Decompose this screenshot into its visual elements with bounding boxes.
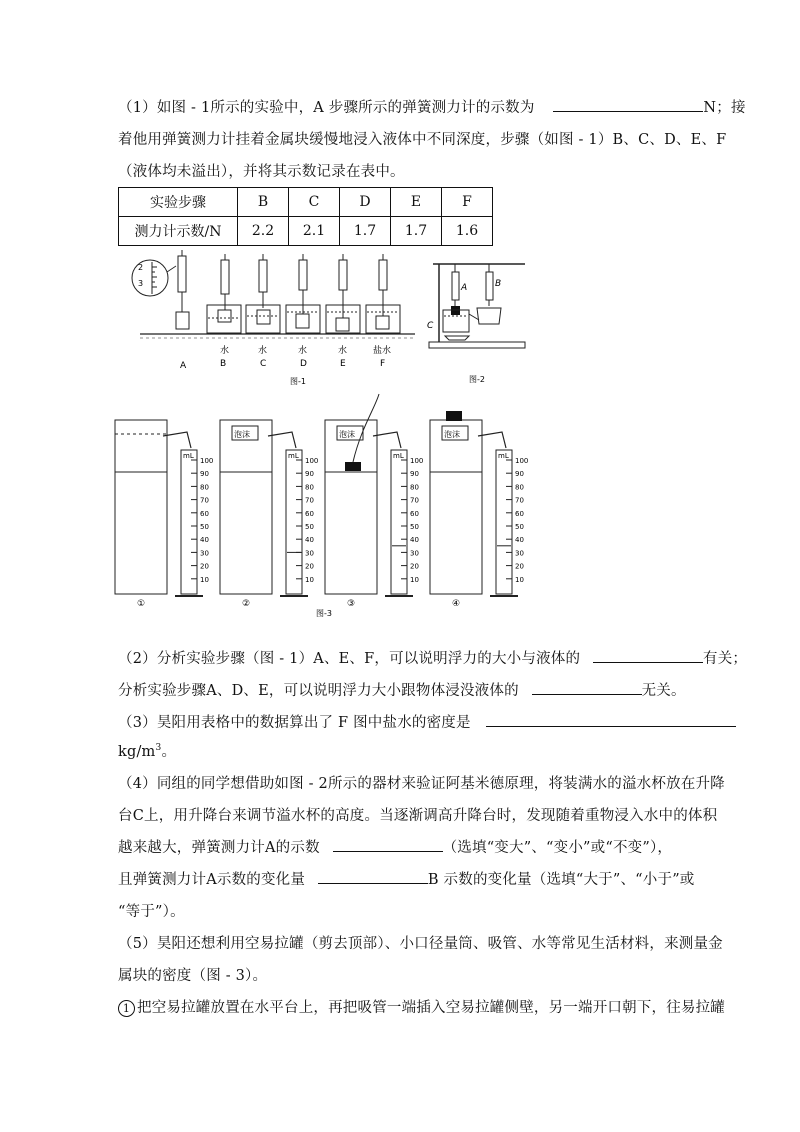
q3-text: （3）昊阳用表格中的数据算出了 F 图中盐水的密度是: [118, 715, 471, 731]
scale-label: 60: [515, 509, 524, 518]
scale-label: 20: [410, 562, 419, 571]
spring-scale-A: [452, 272, 459, 300]
figure-3-drawing: [110, 388, 540, 618]
scale-label: 70: [515, 496, 524, 505]
metal-block: [345, 462, 361, 471]
scale-label: 100: [515, 457, 529, 465]
scale-label: 20: [305, 562, 314, 571]
can-body: [115, 472, 167, 594]
unit-label: mL: [288, 452, 299, 460]
liquid-label: 水: [298, 346, 308, 356]
q3-line2: [118, 740, 176, 761]
figure-3: [110, 388, 540, 622]
q4-line2: 台C上，用升降台来调节溢水杯的高度。当逐渐调高升降台时，发现随着重物浸入水中的体积: [118, 808, 718, 824]
answer-blank-6[interactable]: [318, 869, 428, 884]
q1-line2: 着他用弹簧测力计挂着金属块缓慢地浸入液体中不同深度，步骤（如图 - 1）B、C、D、E、F: [118, 132, 727, 148]
scale-label: 50: [410, 523, 419, 531]
scale-label: 30: [200, 549, 209, 558]
table-cell: B: [238, 188, 289, 217]
q2-text-d: 无关。: [641, 683, 686, 699]
lift-platform: [445, 336, 469, 340]
step-label: B: [220, 359, 227, 369]
q5-line1: （5）昊阳还想利用空易拉罐（剪去顶部）、小口径量筒、吸管、水等常见生活材料，来测量金: [118, 936, 723, 952]
scale-label: 50: [305, 523, 314, 531]
panel-label: ①: [137, 599, 146, 609]
label-C: C: [427, 321, 434, 331]
liquid-label: 水: [220, 346, 230, 356]
q2-text-b: 有关；: [703, 651, 748, 667]
liquid-label: 水: [258, 346, 268, 356]
spring-scale-B: [486, 272, 493, 300]
scale-label: 80: [410, 483, 419, 492]
step-label: A: [180, 361, 187, 371]
scale-label: 100: [410, 457, 424, 465]
scale-label: 30: [515, 549, 524, 558]
scale-label: 60: [410, 509, 419, 518]
answer-blank-4[interactable]: [486, 712, 736, 727]
answer-blank-1[interactable]: [553, 97, 703, 112]
q3-unit-sup: 3: [155, 743, 162, 754]
scale-label: 30: [410, 549, 419, 558]
spring-scale-C: [246, 254, 280, 333]
table-cell: 2.1: [289, 217, 340, 246]
step-label: E: [340, 359, 346, 369]
liquid-label: 盐水: [373, 346, 392, 356]
scale-label: 10: [515, 575, 524, 584]
q1-text-b: N；接: [703, 100, 746, 116]
q1-line1: [118, 96, 746, 117]
scale-label: 80: [305, 483, 314, 492]
q5-line3: [118, 996, 725, 1017]
figure-2-drawing: [425, 250, 535, 390]
scale-label: 80: [515, 483, 524, 492]
q2-text-a: （2）分析实验步骤（图 - 1）A、E、F，可以说明浮力的大小与液体的: [118, 651, 581, 667]
table-header-row: [119, 188, 493, 217]
q4-line3: [118, 836, 672, 857]
scale-label: 70: [410, 496, 419, 505]
unit-label: mL: [498, 452, 509, 460]
base-plate: [429, 342, 525, 348]
figure-caption: 图-2: [469, 375, 485, 384]
spring-scale-F: [366, 254, 400, 333]
foam-label: 泡沫: [234, 430, 250, 439]
table-cell: E: [391, 188, 442, 217]
step-number-circle: 1: [118, 1000, 135, 1017]
label-A: A: [461, 283, 468, 293]
scale-label: 60: [200, 509, 209, 518]
scale-label: 90: [515, 470, 524, 479]
table-cell: 1.7: [391, 217, 442, 246]
panel-label: ③: [347, 599, 356, 609]
unit-label: mL: [393, 452, 404, 460]
spring-scale-B: [207, 254, 241, 333]
answer-blank-2[interactable]: [593, 648, 703, 663]
scale-label: 40: [410, 536, 419, 545]
can-body: [325, 472, 377, 594]
q4-line4: [118, 868, 695, 889]
table-cell: 1.7: [340, 217, 391, 246]
graduated-cylinder: [181, 450, 197, 594]
table-cell: 2.2: [238, 217, 289, 246]
unit-label: mL: [183, 452, 194, 460]
graduated-cylinder: [496, 450, 512, 594]
q4-text-d: B 示数的变化量（选填“大于”、“小于”或: [427, 872, 695, 888]
q5-step1-text: 把空易拉罐放置在水平台上，再把吸管一端插入空易拉罐侧壁，另一端开口朝下，往易拉罐: [137, 1000, 725, 1016]
figure-caption: 图-1: [290, 377, 306, 386]
scale-label: 100: [200, 457, 214, 465]
scale-label: 100: [305, 457, 319, 465]
scale-label: 50: [200, 523, 209, 531]
scale-label: 90: [200, 470, 209, 479]
graduated-cylinder: [286, 450, 302, 594]
q4-text-c: 且弹簧测力计A示数的变化量: [118, 872, 306, 888]
q3-line1: [118, 711, 736, 732]
figure-caption: 图-3: [316, 609, 332, 618]
step-label: C: [260, 359, 267, 369]
scale-label: 70: [200, 496, 209, 505]
q2-line1: [118, 647, 747, 668]
q5-line2: 属块的密度（图 - 3）。: [118, 968, 268, 984]
figure-1: [130, 250, 420, 394]
scale-label: 20: [515, 562, 524, 571]
small-cup: [477, 308, 501, 324]
liquid-label: 水: [338, 346, 348, 356]
spring-scale-D: [286, 254, 320, 333]
table-cell: C: [289, 188, 340, 217]
scale-label: 10: [305, 575, 314, 584]
scale-label: 2: [138, 263, 144, 272]
table-cell: 实验步骤: [119, 188, 238, 217]
spring-scale-E: [326, 254, 360, 333]
step-label: F: [380, 359, 386, 369]
step-label: D: [300, 359, 307, 369]
scale-label: 20: [200, 562, 209, 571]
scale-label: 80: [200, 483, 209, 492]
table-cell: 测力计示数/N: [119, 217, 238, 246]
panel-label: ②: [242, 599, 251, 609]
scale-label: 60: [305, 509, 314, 518]
q1-line3: （液体均未溢出），并将其示数记录在表中。: [118, 164, 405, 180]
figure-2: [425, 250, 535, 394]
figure-1-drawing: [130, 250, 420, 390]
q2-line2: [118, 679, 686, 700]
foam-label: 泡沫: [339, 430, 355, 439]
answer-blank-3[interactable]: [532, 680, 642, 695]
graduated-cylinder: [391, 450, 407, 594]
label-B: B: [495, 279, 502, 289]
q3-end: 。: [161, 744, 177, 760]
scale-label: 10: [410, 575, 419, 584]
panel-label: ④: [452, 599, 461, 609]
table-cell: 1.6: [442, 217, 493, 246]
q3-unit: kg/m: [118, 744, 156, 760]
metal-block: [176, 312, 189, 329]
scale-label: 40: [200, 536, 209, 545]
q1-text-a: （1）如图 - 1所示的实验中，A 步骤所示的弹簧测力计的示数为: [118, 100, 535, 116]
q4-text-a: 越来越大，弹簧测力计A的示数: [118, 840, 320, 856]
scale-label: 10: [200, 575, 209, 584]
metal-block: [446, 411, 462, 421]
measurement-table: [118, 187, 493, 246]
scale-label: 90: [410, 470, 419, 479]
scale-label: 50: [515, 523, 524, 531]
q4-line1: （4）同组的同学想借助如图 - 2所示的器材来验证阿基米德原理，将装满水的溢水杯放在升降: [118, 776, 725, 792]
table-cell: F: [442, 188, 493, 217]
q4-line5: “等于”）。: [118, 904, 185, 920]
scale-label: 70: [305, 496, 314, 505]
spring-scale-A: [176, 250, 189, 329]
can-top: [115, 420, 167, 472]
can-body: [220, 472, 272, 594]
q2-text-c: 分析实验步骤A、D、E，可以说明浮力大小跟物体浸没液体的: [118, 683, 519, 699]
scale-label: 3: [138, 279, 144, 288]
scale-label: 40: [305, 536, 314, 545]
scale-label: 30: [305, 549, 314, 558]
answer-blank-5[interactable]: [333, 837, 443, 852]
table-cell: D: [340, 188, 391, 217]
scale-label: 40: [515, 536, 524, 545]
foam-label: 泡沫: [444, 430, 460, 439]
can-body: [430, 472, 482, 594]
q4-text-b: （选填“变大”、“变小”或“不变”），: [442, 840, 673, 856]
scale-label: 90: [305, 470, 314, 479]
table-row: [119, 217, 493, 246]
